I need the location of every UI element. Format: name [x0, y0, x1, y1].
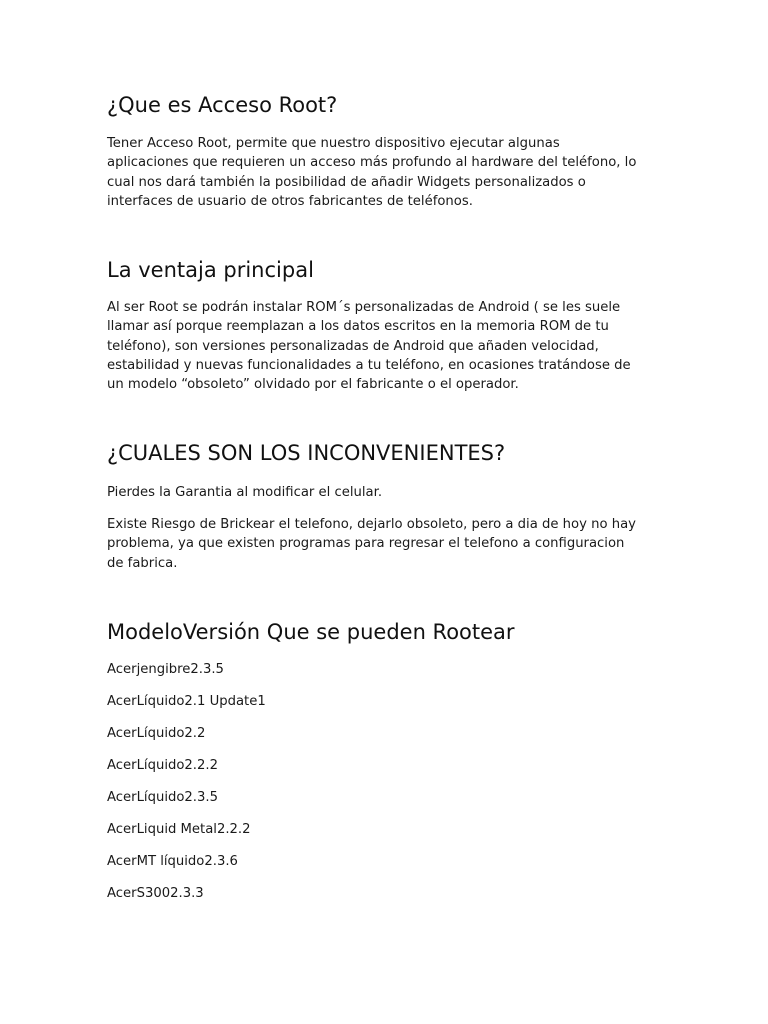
text-line: estabilidad y nuevas funcionalidades a tu teléfono, en ocasiones tratándose de — [107, 357, 631, 373]
list-item: Acerjengibre2.3.5 — [107, 662, 224, 677]
list-item: AcerLíquido2.3.5 — [107, 790, 218, 805]
list-item: AcerLíquido2.2 — [107, 726, 206, 741]
text-line: cual nos dará también la posibilidad de añadir Widgets personalizados o — [107, 174, 586, 190]
text-line: teléfono), son versiones personalizadas de Android que añaden velocidad, — [107, 338, 599, 354]
list-item: AcerLíquido2.2.2 — [107, 758, 218, 773]
text-line: Al ser Root se podrán instalar ROM´s personalizadas de Android ( se les suele — [107, 300, 621, 315]
text-line: Tener Acceso Root, permite que nuestro dispositivo ejecutar algunas — [107, 136, 560, 151]
paragraph-drawback-warranty — [107, 483, 667, 502]
text-line: Pierdes la Garantia al modificar el celular. — [107, 485, 383, 500]
text-line: Existe Riesgo de Brickear el telefono, dejarlo obsoleto, pero a dia de hoy no hay — [107, 517, 636, 532]
paragraph-main-advantage — [107, 298, 667, 394]
paragraph-drawback-brick — [107, 515, 667, 573]
text-line: de fabrica. — [107, 555, 178, 571]
text-line: aplicaciones que requieren un acceso más profundo al hardware del teléfono, lo — [107, 155, 637, 171]
text-line: problema, ya que existen programas para regresar el telefono a configuracion — [107, 536, 625, 552]
text-line: interfaces de usuario de otros fabricantes de teléfonos. — [107, 193, 473, 209]
section-heading-models: ModeloVersión Que se pueden Rootear — [107, 620, 515, 644]
text-line: un modelo “obsoleto” olvidado por el fabricante o el operador. — [107, 377, 519, 393]
paragraph-what-is-root — [107, 134, 667, 211]
text-line: llamar así porque reemplazan a los datos escritos en la memoria ROM de tu — [107, 319, 609, 335]
section-heading-drawbacks: ¿CUALES SON LOS INCONVENIENTES? — [107, 441, 506, 465]
section-heading-main-advantage: La ventaja principal — [107, 258, 314, 282]
list-item: AcerLíquido2.1 Update1 — [107, 694, 266, 709]
list-item: AcerMT líquido2.3.6 — [107, 854, 238, 869]
list-item: AcerLiquid Metal2.2.2 — [107, 822, 251, 837]
section-heading-what-is-root: ¿Que es Acceso Root? — [107, 93, 338, 117]
list-item: AcerS3002.3.3 — [107, 886, 204, 901]
